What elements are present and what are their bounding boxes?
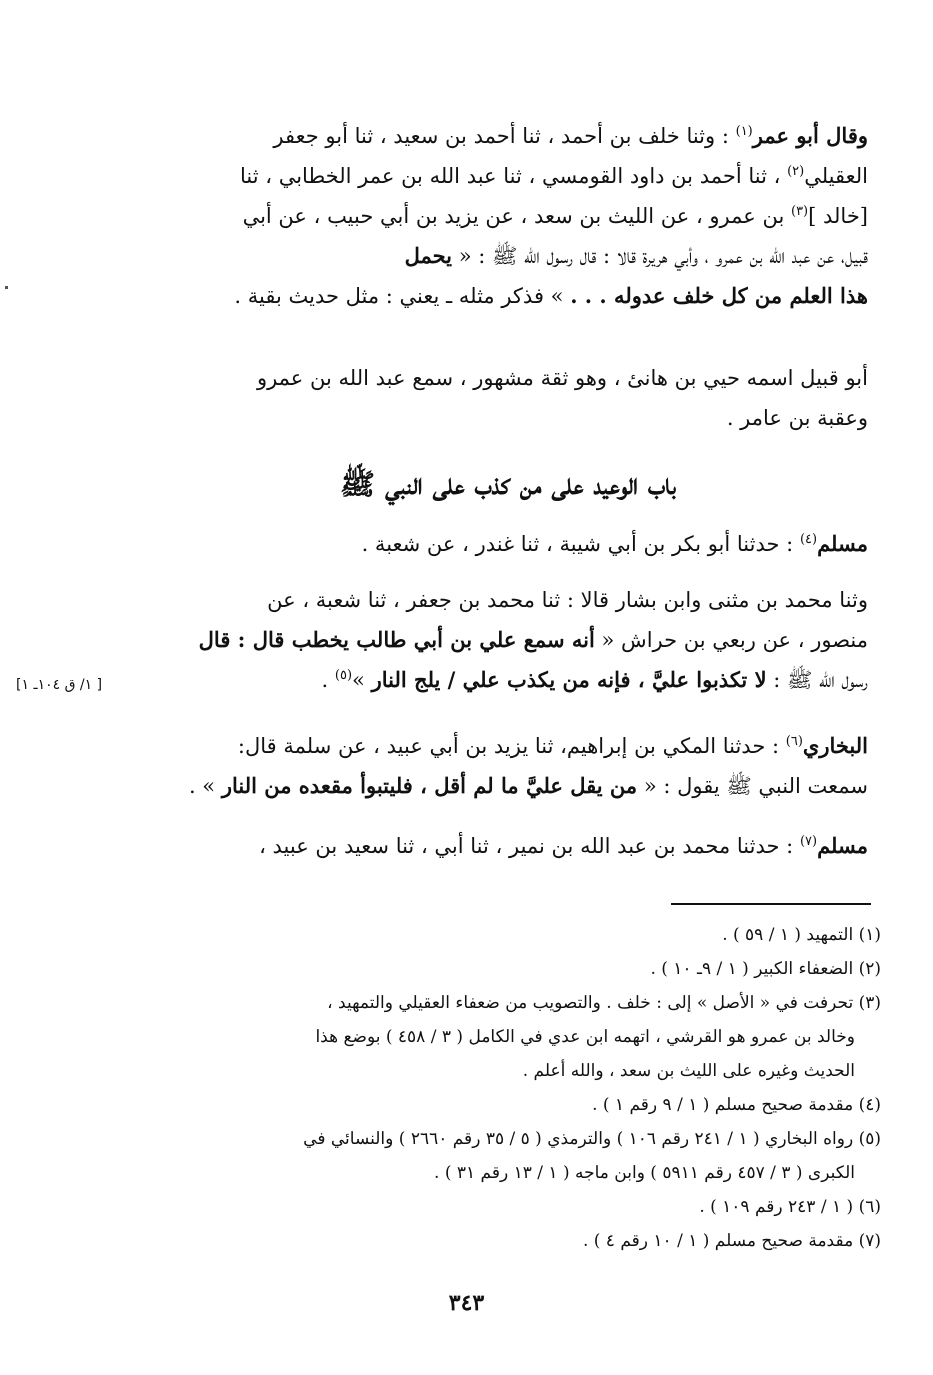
paragraph-muslim-2 — [148, 826, 868, 866]
footnote-7: (٧) مقدمة صحيح مسلم ( ١ / ١٠ رقم ٤ ) . — [582, 1231, 881, 1251]
footnote-6: (٦) ( ١ / ٢٤٣ رقم ١٠٩ ) . — [699, 1197, 881, 1217]
footnote-ref: (١) — [735, 124, 753, 139]
footnote-ref: (٣) — [790, 204, 809, 219]
footnote-3-continuation: وخالد بن عمرو هو القرشي ، اتهمه ابن عدي في الكامل ( ٣ / ٤٥٨ ) بوضع هذا — [315, 1027, 855, 1047]
scan-speck — [5, 286, 8, 289]
footnote-2: (٢) الضعفاء الكبير ( ١ / ٩ـ ١٠ ) . — [650, 959, 881, 979]
footnote-ref: (٧) — [799, 834, 818, 849]
footnote-3-continuation: الحديث وغيره على الليث بن سعد ، والله أعلم . — [522, 1061, 855, 1081]
text-line: وقال أبو عمر$^{(١)}$ : وثنا خلف بن أحمد ، ثنا أحمد بن سعيد ، ثنا أبو جعفر — [273, 123, 868, 148]
text-line: [خالد ]$^{(٣)}$ بن عمرو ، عن الليث بن سعد ، عن يزيد بن أبي حبيب ، عن أبي — [242, 204, 868, 228]
text-line: وثنا محمد بن مثنى وابن بشار قالا : ثنا محمد بن جعفر ، ثنا شعبة ، عن — [267, 588, 868, 612]
text-line: مسلم$^{(٤)}$ : حدثنا أبو بكر بن أبي شيبة ، ثنا غندر ، عن شعبة . — [361, 531, 868, 556]
text-line: العقيلي$^{(٢)}$ ، ثنا أحمد بن داود القومسي ، ثنا عبد الله بن عمر الخطابي ، ثنا — [239, 164, 868, 188]
page-number: ٣٤٣ — [448, 1290, 485, 1316]
text-line: مسلم$^{(٧)}$ : حدثنا محمد بن عبد الله بن نمير ، ثنا أبي ، ثنا سعيد بن عبيد ، — [259, 833, 868, 858]
text-line: البخاري$^{(٦)}$ : حدثنا المكي بن إبراهيم، ثنا يزيد بن أبي عبيد ، عن سلمة قال: — [237, 733, 868, 758]
footnote-5: (٥) رواه البخاري ( ١ / ٢٤١ رقم ١٠٦ ) والترمذي ( ٥ / ٣٥ رقم ٢٦٦٠ ) والنسائي في — [303, 1129, 881, 1149]
text-line: قبيل، عن عبد الله بن عمرو ، وأبي هريرة قالا : قال رسول الله ﷺ : « يحمل — [404, 243, 868, 268]
footnote-4: (٤) مقدمة صحيح مسلم ( ١ / ٩ رقم ١ ) . — [592, 1095, 881, 1115]
footnote-ref: (٥) — [334, 668, 353, 683]
text-line: رسول الله ﷺ : لا تكذبوا عليَّ ، فإنه من يكذب علي / يلج النار »$^{(٥)}$ . — [321, 667, 868, 692]
paragraph-bukhari — [148, 726, 868, 806]
paragraph-hadith-ali — [148, 580, 868, 700]
chapter-title: باب الوعيد على من كذب على النبي ﷺ — [339, 467, 677, 501]
footnote-5-continuation: الكبرى ( ٣ / ٤٥٧ رقم ٥٩١١ ) وابن ماجه ( ١ / ١٣ رقم ٣١ ) . — [434, 1163, 855, 1183]
footnote-separator — [671, 903, 871, 905]
paragraph-abu-qabil — [148, 358, 868, 438]
text-line: أبو قبيل اسمه حيي بن هانئ ، وهو ثقة مشهور ، سمع عبد الله بن عمرو — [256, 366, 868, 390]
footnote-3: (٣) تحرفت في « الأصل » إلى : خلف . والتصويب من ضعفاء العقيلي والتمهيد ، — [327, 993, 881, 1013]
footnote-ref: (٤) — [799, 532, 818, 547]
footnote-ref: (٢) — [787, 164, 805, 179]
paragraph-abu-umar — [148, 116, 868, 316]
manuscript-folio-marker: [ ١/ ق ١٠٤ـ ١] — [16, 677, 103, 693]
footnotes — [148, 918, 881, 1258]
text-line: وعقبة بن عامر . — [726, 406, 868, 430]
text-line: منصور ، عن ربعي بن حراش « أنه سمع علي بن أبي طالب يخطب قال : قال — [198, 627, 868, 652]
footnote-ref: (٦) — [785, 734, 803, 749]
text-line: سمعت النبي ﷺ يقول : « من يقل عليَّ ما لم أقل ، فليتبوأ مقعده من النار » . — [188, 773, 868, 798]
text-line: هذا العلم من كل خلف عدوله . . . » فذكر مثله ـ يعني : مثل حديث بقية . — [234, 283, 868, 308]
paragraph-muslim-1 — [148, 524, 868, 564]
footnote-1: (١) التمهيد ( ١ / ٥٩ ) . — [722, 925, 881, 945]
